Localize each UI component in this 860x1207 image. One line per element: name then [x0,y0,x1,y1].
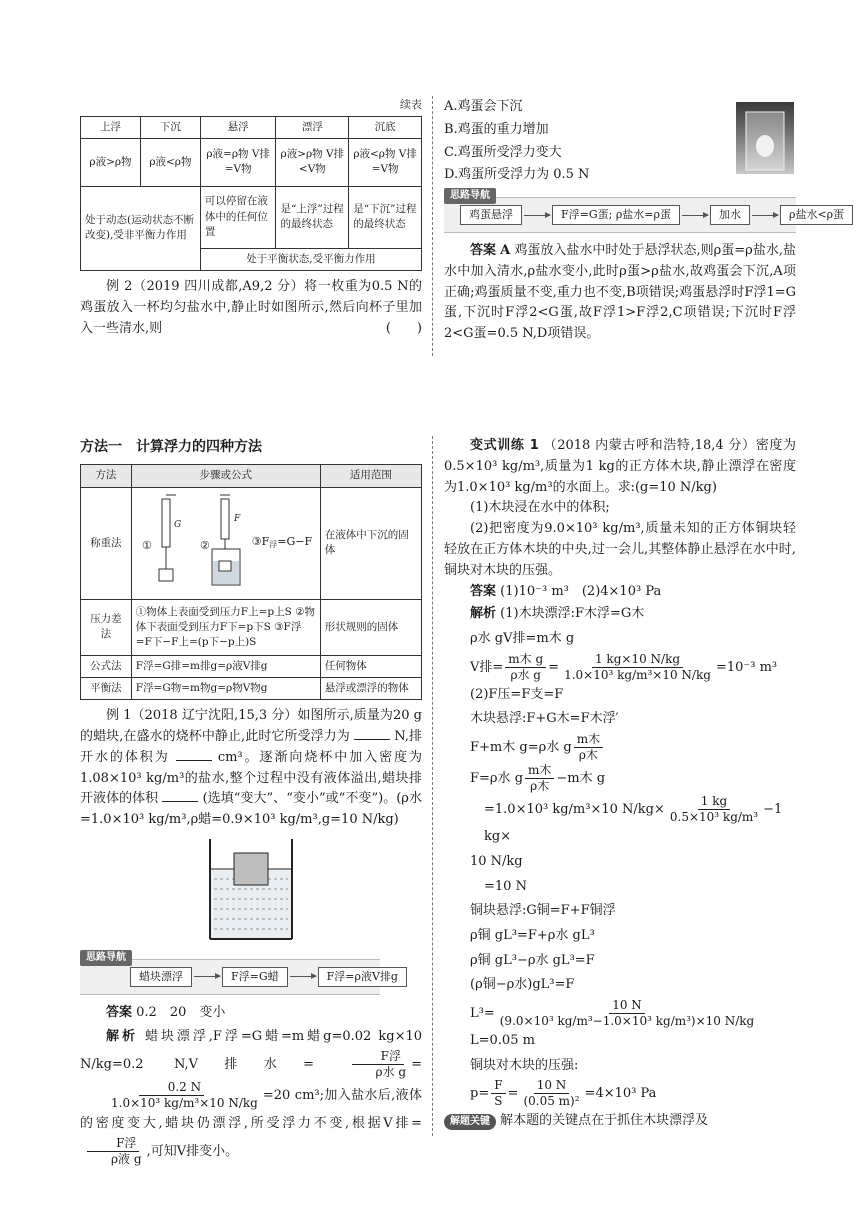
analysis-label: 解析 [106,1028,138,1044]
fraction-numeric: $\frac{0.2 N}{\text{1.0×10³ kg/m³×10 N/kg}}$ [111,1079,258,1110]
thinking-guide-wax [80,951,398,995]
key-point-label: 解题关键 [444,1114,496,1130]
step-5: 木块悬浮:F+G木=F木浮′ [470,711,619,727]
arrow-icon [752,215,778,216]
example1-text-d: (选填“变大”、“变小”或“不变”)。(ρ水=1.0×10³ kg/m³,ρ蜡=0.9×10³ kg/m³,g=10 N/kg) [80,791,422,828]
bottom-left-column [80,436,422,1167]
step-13: ρ铜 gL³−ρ水 gL³=F [470,952,595,968]
step-17: 铜块对木块的压强: [470,1057,579,1073]
key-point-text: 解本题的关键点在于抓住木块漂浮及 [500,1113,709,1129]
option-c: C.鸡蛋所受浮力变大 [444,144,562,160]
step-9: 10 N/kg [470,853,523,869]
method-formula-name: 公式法 [81,655,132,677]
example1-text-c: cm³。逐渐向烧杯中加入密度为1.08×10³ kg/m³的盐水,整个过程中没有液体溢出,蜡块排开液体的体积 [80,749,422,807]
answer-label: 答案 [470,243,497,258]
spring-label-g: G [173,519,181,530]
analysis-label: 解析 [470,606,497,622]
weighing-formula-text: $③F_浮=G-F$ [251,534,313,549]
analysis-tail: ,可知V排变小。 [146,1144,239,1160]
svg-text:①: ① [141,538,152,552]
example1-analysis: 解析 蜡块漂浮,F浮=G蜡=m蜡g=0.02 kg×10 N/kg=0.2 N,V排水= $\frac{\text{F浮}}{\text{ρ水 g}}$ = $\frac{0.2 N}{\text{1.0×10³ kg/m³×10 N/kg}}$ =20 cm³;加入盐水后,液体的密度变大,蜡块仍漂浮,所受浮力不变,根据V排= $\frac{\text{F浮}}{\text{ρ液 g}}$ ,可知V排变小。 [80,1028,422,1167]
nav-node-wax-float: 蜡块漂浮 [130,967,192,987]
method-balance-formula: F浮=G物=m物g=ρ物V物g [131,678,320,700]
nav-node-buoyancy-equal: F浮=G蛋; ρ盐水=ρ蛋 [552,205,680,225]
svg-text:②: ② [199,538,210,552]
method-pressure-formula: ①物体上表面受到压力F上=p上S ②物体下表面受到压力F下=p下S ③F浮=F下−F上=(p下−p上)S [131,599,320,655]
example1-text-b: N,排开水的体积为 [80,729,422,765]
nav-node-egg-suspend: 鸡蛋悬浮 [460,205,522,225]
header-method: 方法 [81,465,132,487]
fraction-f-over-rho-liquid-g: $\frac{\text{F浮}}{\text{ρ液 g}}$ [82,1136,145,1167]
variant-analysis [444,602,796,1109]
egg-in-cup-photo [736,102,794,174]
density-cell-float: ρ液>ρ物 V排<V物 [276,138,349,186]
header-formula: 步骤或公式 [131,465,320,487]
bottom-right-column [444,436,796,1134]
example2-text [80,277,422,339]
answer-choice: A [500,243,511,258]
egg-answer [444,241,796,345]
density-cell-sink: ρ液<ρ物 [140,138,200,186]
answer-values: 0.2 20 变小 [136,1004,226,1020]
thinking-guide-label: 思路导航 [80,950,132,966]
step-7: F=ρ水 g $\frac{\text{m木}}{\text{ρ木}}$ −m木 g [470,763,606,794]
float-note-cell: 是“上浮”过程的最终状态 [276,186,349,248]
answer-label: 答案 [106,1004,133,1020]
method-weighing-formula [131,487,320,599]
column-divider-bottom [432,436,433,1136]
balance-note-cell: 处于平衡状态,受平衡力作用 [200,248,421,270]
thinking-guide-label: 思路导航 [444,188,496,204]
method-balance-scope: 悬浮或漂浮的物体 [320,678,421,700]
buoyancy-methods-table [80,464,422,700]
option-a: A.鸡蛋会下沉 [444,99,523,114]
density-cell-bottom: ρ液<ρ物 V排=V物 [349,138,422,186]
answer-explanation: 鸡蛋放入盐水中时处于悬浮状态,则ρ蛋=ρ盐水,盐水中加入清水,ρ盐水变小,此时ρ蛋>ρ盐水,故鸡蛋会下沉,A项正确;鸡蛋质量不变,重力也不变,B项错误;鸡蛋悬浮时F浮1=G蛋,下沉时F浮2<G蛋,故F浮1>F浮2,C项错误;下沉时F浮2<G蛋=0.5 N,D项错误。 [444,243,796,342]
sink-note-cell: 是“下沉”过程的最终状态 [349,186,422,248]
method-weighing-name: 称重法 [81,487,132,599]
wax-block-icon [234,853,268,885]
option-d: D.鸡蛋所受浮力为 0.5 N [444,167,590,183]
density-cell-rise: ρ液>ρ物 [81,138,141,186]
answer-label: 答案 [470,583,497,599]
variant-question [444,436,796,498]
state-header-sink: 下沉 [140,116,200,138]
method-formula-scope: 任何物体 [320,655,421,677]
step-15: L³= $\frac{10 N}{\text{(9.0×10³ kg/m³−1.0×10³ kg/m³)×10 N/kg}}$ [470,997,755,1028]
variant-q1: (1)木块浸在水中的体积; [470,500,610,516]
top-right-column [444,96,845,345]
method-formula-formula: F浮=G排=m排g=ρ液V排g [131,655,320,677]
egg-icon [756,135,774,157]
method-title: 方法一 计算浮力的四种方法 [80,439,262,455]
top-left-column [80,96,422,339]
thinking-guide-egg [444,190,845,233]
step-16: L=0.05 m [470,1032,535,1048]
state-header-suspend: 悬浮 [200,116,276,138]
step-6: F+m木 g=ρ水 g $\frac{\text{m木}}{\text{ρ木}}$ [470,732,796,763]
step-11: 铜块悬浮:G铜=F+F铜浮 [470,903,616,919]
example1-answer [80,1003,422,1024]
nav-node-archimedes: F浮=ρ液V排g [318,967,407,987]
state-header-rise: 上浮 [81,116,141,138]
method-pressure-scope: 形状规则的固体 [320,599,421,655]
column-divider-top [432,96,433,356]
fraction-f-over-rho-g: $\frac{\text{F浮}}{\text{ρ水 g}}$ [347,1049,410,1080]
step-2: ρ水 gV排=m木 g [470,631,575,647]
cup-icon [736,102,794,174]
density-cell-suspend: ρ液=ρ物 V排=V物 [200,138,276,186]
continued-label: 续表 [400,98,422,111]
thinking-guide-flow [460,205,853,225]
blank-change [162,789,198,802]
nav-node-density-less: ρ盐水<ρ蛋 [780,205,853,225]
step-3: V排= $\frac{\text{m木 g}}{\text{ρ水 g}}$ = $\frac{1 kg\times 10 N/kg}{\text{1.0×10³ kg/m³×10 N/kg}}$ =10⁻³ m³ [470,651,778,682]
arrow-icon [194,976,220,977]
key-point [444,1109,796,1134]
blank-volume [176,748,212,761]
analysis-part2: =20 cm³;加入盐水后,液体的密度变大,蜡块仍漂浮,所受浮力不变,根据V排= [80,1087,422,1131]
nav-node-buoyancy-weight: F浮=G蜡 [222,967,288,987]
method-pressure-name: 压力差法 [81,599,132,655]
header-scope: 适用范围 [320,465,421,487]
arrow-icon [682,215,708,216]
variant-answer-values: (1)10⁻³ m³ (2)4×10³ Pa [500,583,662,599]
option-b: B.鸡蛋的重力增加 [444,121,549,137]
beaker-diagram-wrap [80,835,422,953]
state-header-bottom: 沉底 [349,116,422,138]
step-1: 解析 (1)木块漂浮:F木浮=G木 [470,606,645,622]
variant-title: 变式训练 1 [470,438,539,453]
variant-q2: (2)把密度为9.0×10³ kg/m³,质量未知的正方体铜块轻轻放在正方体木块的中央,过一会儿,其整体静止悬浮在水中时,铜块对木块的压强。 [444,521,796,578]
suspend-note-cell: 可以停留在液体中的任何位置 [200,186,276,248]
variant-text: （2018 内蒙古呼和浩特,18,4 分）密度为0.5×10³ kg/m³,质量为1 kg的正方体木块,静止漂浮在密度为1.0×10³ kg/m³的水面上。求:(g=10 N/kg) [444,438,796,495]
variant-answer [444,582,796,603]
float-state-table [80,116,422,271]
step-14: (ρ铜−ρ水)gL³=F [470,977,575,993]
step-10: =10 N [484,878,527,894]
dynamic-note-cell: 处于动态(运动状态不断改变),受非平衡力作用 [81,186,201,270]
thinking-guide-flow [130,967,407,987]
example1-text-a: 例 1（2018 辽宁沈阳,15,3 分）如图所示,质量为20 g的蜡块,在盛水的烧杯中静止,此时它所受浮力为 [80,708,422,745]
example2-body: 例 2（2019 四川成都,A9,2 分）将一枚重为0.5 N的鸡蛋放入一杯均匀盐水中,静止时如图所示,然后向杯子里加入一些清水,则 [80,279,422,336]
spring-label-f: F [233,513,241,524]
step-8: =1.0×10³ kg/m³×10 N/kg× $\frac{1 kg}{\text{0.5×10³ kg/m³}}$ −1 kg× [484,794,783,845]
example2-bracket: ( ) [385,320,422,336]
example1-question [80,706,422,831]
step-18: p= $\frac{F}{S}$ = $\frac{10 N}{\text{(0.05 m)²}}$ =4×10³ Pa [470,1078,657,1109]
method-weighing-scope: 在液体中下沉的固体 [320,487,421,599]
analysis-part1: 蜡块漂浮,F浮=G蜡=m蜡g=0.02 kg×10 N/kg=0.2 N,V排水= [80,1028,422,1072]
method-balance-name: 平衡法 [81,678,132,700]
arrow-icon [524,215,550,216]
step-12: ρ铜 gL³=F+ρ水 gL³ [470,927,595,943]
arrow-icon [290,976,316,977]
state-header-float: 漂浮 [276,116,349,138]
beaker-with-wax-diagram [196,835,306,945]
step-4: (2)F压=F支=F [470,686,564,702]
blank-buoyancy [354,727,390,740]
nav-node-add-water: 加水 [710,205,750,225]
